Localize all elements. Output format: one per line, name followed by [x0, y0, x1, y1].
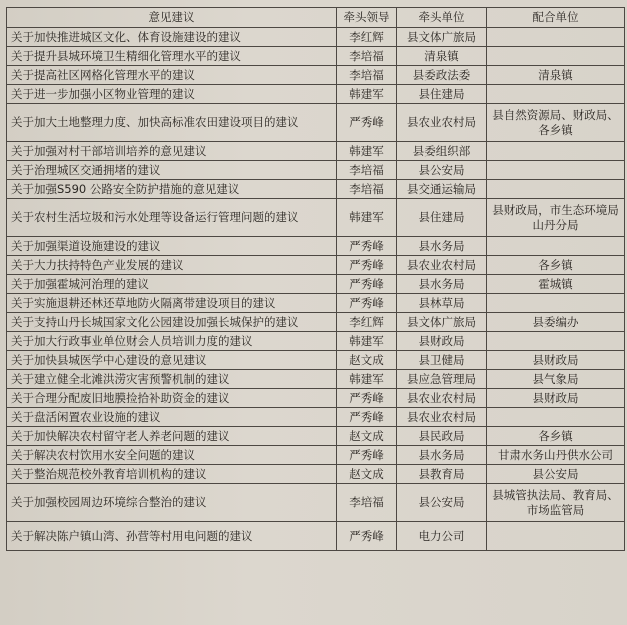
partner-cell: 县财政局 — [487, 389, 625, 408]
lead-unit-cell: 县水务局 — [397, 237, 487, 256]
topic-cell: 关于解决农村饮用水安全问题的建议 — [7, 446, 337, 465]
partner-cell: 县自然资源局、财政局、各乡镇 — [487, 104, 625, 142]
table-row — [7, 237, 625, 256]
topic-cell: 关于提升县城环境卫生精细化管理水平的建议 — [7, 47, 337, 66]
lead-unit-cell: 县农业农村局 — [397, 104, 487, 142]
table-row — [7, 427, 625, 446]
table-header-row — [7, 8, 625, 28]
table-row — [7, 408, 625, 427]
partner-cell — [487, 408, 625, 427]
lead-unit-cell: 县委组织部 — [397, 142, 487, 161]
table-row — [7, 484, 625, 522]
partner-cell: 县财政局，市生态环境局山丹分局 — [487, 199, 625, 237]
table-row — [7, 294, 625, 313]
lead-unit-cell: 县交通运输局 — [397, 180, 487, 199]
lead-unit-cell: 县文体广旅局 — [397, 313, 487, 332]
topic-cell: 关于加快推进城区文化、体育设施建设的建议 — [7, 28, 337, 47]
table-row — [7, 332, 625, 351]
leader-cell: 韩建军 — [337, 199, 397, 237]
header-lead-unit: 牵头单位 — [397, 8, 487, 28]
table-row — [7, 161, 625, 180]
topic-cell: 关于加强S590 公路安全防护措施的意见建议 — [7, 180, 337, 199]
partner-cell — [487, 332, 625, 351]
lead-unit-cell: 县住建局 — [397, 85, 487, 104]
partner-cell: 县气象局 — [487, 370, 625, 389]
header-partner: 配合单位 — [487, 8, 625, 28]
leader-cell: 李培福 — [337, 161, 397, 180]
leader-cell: 赵文成 — [337, 351, 397, 370]
lead-unit-cell: 县水务局 — [397, 446, 487, 465]
lead-unit-cell: 县教育局 — [397, 465, 487, 484]
partner-cell — [487, 180, 625, 199]
topic-cell: 关于合理分配废旧地膜捡拾补助资金的建议 — [7, 389, 337, 408]
topic-cell: 关于加大土地整理力度、加快高标准农田建设项目的建议 — [7, 104, 337, 142]
table-body — [7, 28, 625, 551]
topic-cell: 关于加强霍城河治理的建议 — [7, 275, 337, 294]
topic-cell: 关于整治规范校外教育培训机构的建议 — [7, 465, 337, 484]
table-row — [7, 522, 625, 551]
lead-unit-cell: 县民政局 — [397, 427, 487, 446]
table-row — [7, 199, 625, 237]
partner-cell: 县委编办 — [487, 313, 625, 332]
leader-cell: 李培福 — [337, 66, 397, 85]
lead-unit-cell: 县住建局 — [397, 199, 487, 237]
partner-cell: 县公安局 — [487, 465, 625, 484]
leader-cell: 李培福 — [337, 47, 397, 66]
partner-cell: 县财政局 — [487, 351, 625, 370]
topic-cell: 关于提高社区网格化管理水平的建议 — [7, 66, 337, 85]
leader-cell: 韩建军 — [337, 85, 397, 104]
topic-cell: 关于盘活闲置农业设施的建议 — [7, 408, 337, 427]
topic-cell: 关于治理城区交通拥堵的建议 — [7, 161, 337, 180]
topic-cell: 关于农村生活垃圾和污水处理等设备运行管理问题的建议 — [7, 199, 337, 237]
header-topic: 意见建议 — [7, 8, 337, 28]
lead-unit-cell: 县农业农村局 — [397, 408, 487, 427]
lead-unit-cell: 县委政法委 — [397, 66, 487, 85]
leader-cell: 韩建军 — [337, 142, 397, 161]
leader-cell: 韩建军 — [337, 370, 397, 389]
lead-unit-cell: 县应急管理局 — [397, 370, 487, 389]
leader-cell: 严秀峰 — [337, 256, 397, 275]
partner-cell: 各乡镇 — [487, 427, 625, 446]
table-row — [7, 85, 625, 104]
topic-cell: 关于加快县城医学中心建设的意见建议 — [7, 351, 337, 370]
suggestions-table — [6, 7, 625, 551]
lead-unit-cell: 电力公司 — [397, 522, 487, 551]
topic-cell: 关于实施退耕还林还草地防火隔离带建设项目的建议 — [7, 294, 337, 313]
topic-cell: 关于加快解决农村留守老人养老问题的建议 — [7, 427, 337, 446]
leader-cell: 李培福 — [337, 484, 397, 522]
leader-cell: 严秀峰 — [337, 275, 397, 294]
table-row — [7, 370, 625, 389]
leader-cell: 严秀峰 — [337, 104, 397, 142]
table-row — [7, 28, 625, 47]
leader-cell: 赵文成 — [337, 465, 397, 484]
topic-cell: 关于进一步加强小区物业管理的建议 — [7, 85, 337, 104]
topic-cell: 关于解决陈户镇山湾、孙营等村用电问题的建议 — [7, 522, 337, 551]
partner-cell: 霍城镇 — [487, 275, 625, 294]
partner-cell: 县城管执法局、教育局、市场监管局 — [487, 484, 625, 522]
leader-cell: 严秀峰 — [337, 446, 397, 465]
table-row — [7, 66, 625, 85]
leader-cell: 严秀峰 — [337, 237, 397, 256]
topic-cell: 关于加大行政事业单位财会人员培训力度的建议 — [7, 332, 337, 351]
table-row — [7, 446, 625, 465]
lead-unit-cell: 县卫健局 — [397, 351, 487, 370]
header-leader: 牵头领导 — [337, 8, 397, 28]
table-row — [7, 465, 625, 484]
leader-cell: 李培福 — [337, 180, 397, 199]
partner-cell — [487, 142, 625, 161]
table-row — [7, 275, 625, 294]
lead-unit-cell: 县公安局 — [397, 484, 487, 522]
topic-cell: 关于加强对村干部培训培养的意见建议 — [7, 142, 337, 161]
lead-unit-cell: 县公安局 — [397, 161, 487, 180]
lead-unit-cell: 县财政局 — [397, 332, 487, 351]
table-row — [7, 180, 625, 199]
partner-cell — [487, 47, 625, 66]
lead-unit-cell: 县水务局 — [397, 275, 487, 294]
table-row — [7, 47, 625, 66]
partner-cell: 清泉镇 — [487, 66, 625, 85]
lead-unit-cell: 县林草局 — [397, 294, 487, 313]
leader-cell: 严秀峰 — [337, 389, 397, 408]
table-row — [7, 256, 625, 275]
partner-cell: 各乡镇 — [487, 256, 625, 275]
table-row — [7, 313, 625, 332]
topic-cell: 关于加强校园周边环境综合整治的建议 — [7, 484, 337, 522]
leader-cell: 赵文成 — [337, 427, 397, 446]
leader-cell: 李红辉 — [337, 313, 397, 332]
lead-unit-cell: 县文体广旅局 — [397, 28, 487, 47]
topic-cell: 关于建立健全北滩洪涝灾害预警机制的建议 — [7, 370, 337, 389]
lead-unit-cell: 县农业农村局 — [397, 256, 487, 275]
partner-cell — [487, 237, 625, 256]
leader-cell: 严秀峰 — [337, 522, 397, 551]
partner-cell — [487, 522, 625, 551]
partner-cell — [487, 161, 625, 180]
lead-unit-cell: 清泉镇 — [397, 47, 487, 66]
table-row — [7, 351, 625, 370]
leader-cell: 李红辉 — [337, 28, 397, 47]
partner-cell — [487, 28, 625, 47]
leader-cell: 韩建军 — [337, 332, 397, 351]
topic-cell: 关于加强渠道设施建设的建议 — [7, 237, 337, 256]
topic-cell: 关于支持山丹长城国家文化公园建设加强长城保护的建议 — [7, 313, 337, 332]
leader-cell: 严秀峰 — [337, 408, 397, 427]
table-row — [7, 389, 625, 408]
partner-cell — [487, 294, 625, 313]
lead-unit-cell: 县农业农村局 — [397, 389, 487, 408]
partner-cell — [487, 85, 625, 104]
partner-cell: 甘肃水务山丹供水公司 — [487, 446, 625, 465]
topic-cell: 关于大力扶持特色产业发展的建议 — [7, 256, 337, 275]
table-row — [7, 142, 625, 161]
leader-cell: 严秀峰 — [337, 294, 397, 313]
table-row — [7, 104, 625, 142]
